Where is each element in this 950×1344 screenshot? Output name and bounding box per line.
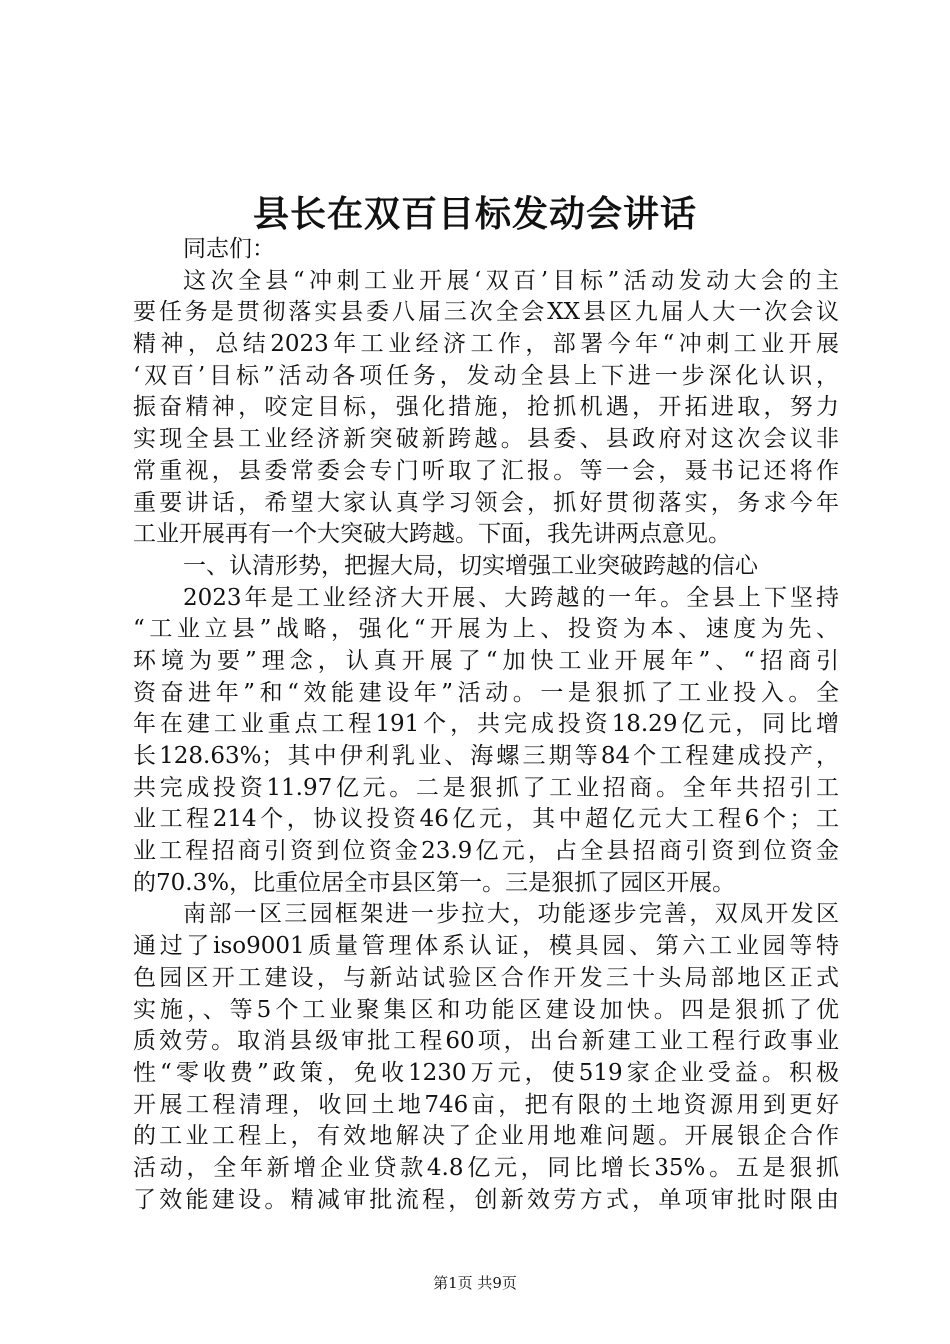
text-line: 的70.3%，比重位居全市县区第一。三是狠抓了园区开展。 [133, 869, 736, 896]
text-line: 共完成投资11.97亿元。二是狠抓了工业招商。全年共招引工 [133, 774, 839, 801]
document-body [133, 234, 839, 1216]
text-line: 的工业工程上，有效地解决了企业用地难问题。开展银企合作 [133, 1123, 839, 1150]
text-line: “工业立县”战略，强化“开展为上、投资为本、速度为先、 [133, 616, 839, 643]
text-line: 色园区开工建设，与新站试验区合作开发三十头局部地区正式 [133, 964, 839, 991]
text-line: 这次全县“冲刺工业开展‘双百’目标”活动发动大会的主 [183, 267, 839, 294]
text-line: 性“零收费”政策，免收1230万元，使519家企业受益。积极 [133, 1059, 839, 1086]
text-line: 要任务是贯彻落实县委八届三次全会XX县区九届人大一次会议 [133, 299, 839, 326]
text-line: 环境为要”理念，认真开展了“加快工业开展年”、“招商引 [133, 647, 839, 674]
text-line: ‘双百’目标”活动各项任务，发动全县上下进一步深化认识， [133, 362, 839, 389]
text-line: 常重视，县委常委会专门听取了汇报。等一会，聂书记还将作 [133, 457, 839, 484]
text-line: 南部一区三园框架进一步拉大，功能逐步完善，双凤开发区 [183, 901, 839, 928]
text-line: 长128.63%；其中伊利乳业、海螺三期等84个工程建成投产， [133, 743, 839, 769]
text-line: 通过了iso9001质量管理体系认证，模具园、第六工业园等特 [133, 933, 839, 960]
text-line: 2023年是工业经济大开展、大跨越的一年。全县上下坚持 [183, 584, 839, 611]
text-line: 工业开展再有一个大突破大跨越。下面，我先讲两点意见。 [133, 521, 731, 548]
text-line: 精神，总结2023年工业经济工作，部署今年“冲刺工业开展 [133, 331, 839, 358]
text-line: 开展工程清理，收回土地746亩，把有限的土地资源用到更好 [133, 1091, 839, 1118]
text-line: 重要讲话，希望大家认真学习领会，抓好贯彻落实，务求今年 [133, 489, 839, 516]
text-line: 实现全县工业经济新突破新跨越。县委、县政府对这次会议非 [133, 426, 839, 453]
text-line: 质效劳。取消县级审批工程60项，出台新建工业工程行政事业 [133, 1028, 839, 1055]
page-number: 第1页 共9页 [433, 1274, 517, 1292]
text-line: 一、认清形势，把握大局，切实增强工业突破跨越的信心 [183, 552, 758, 579]
text-line: 实施，、等5个工业聚集区和功能区建设加快。四是狠抓了优 [133, 996, 839, 1023]
text-line: 了效能建设。精减审批流程，创新效劳方式，单项审批时限由 [133, 1186, 839, 1213]
text-line: 业工程招商引资到位资金23.9亿元，占全县招商引资到位资金 [133, 838, 839, 865]
text-line: 年在建工业重点工程191个，共完成投资18.29亿元，同比增 [133, 711, 839, 738]
document-title: 县长在双百目标发动会讲话 [252, 194, 697, 235]
text-line: 业工程214个，协议投资46亿元，其中超亿元大工程6个；工 [133, 806, 839, 833]
text-line: 振奋精神，咬定目标，强化措施，抢抓机遇，开拓进取，努力 [133, 394, 839, 421]
text-line: 活动，全年新增企业贷款4.8亿元，同比增长35%。五是狠抓 [133, 1154, 839, 1181]
text-line: 同志们： [183, 236, 275, 262]
text-line: 资奋进年”和“效能建设年”活动。一是狠抓了工业投入。全 [133, 679, 839, 706]
